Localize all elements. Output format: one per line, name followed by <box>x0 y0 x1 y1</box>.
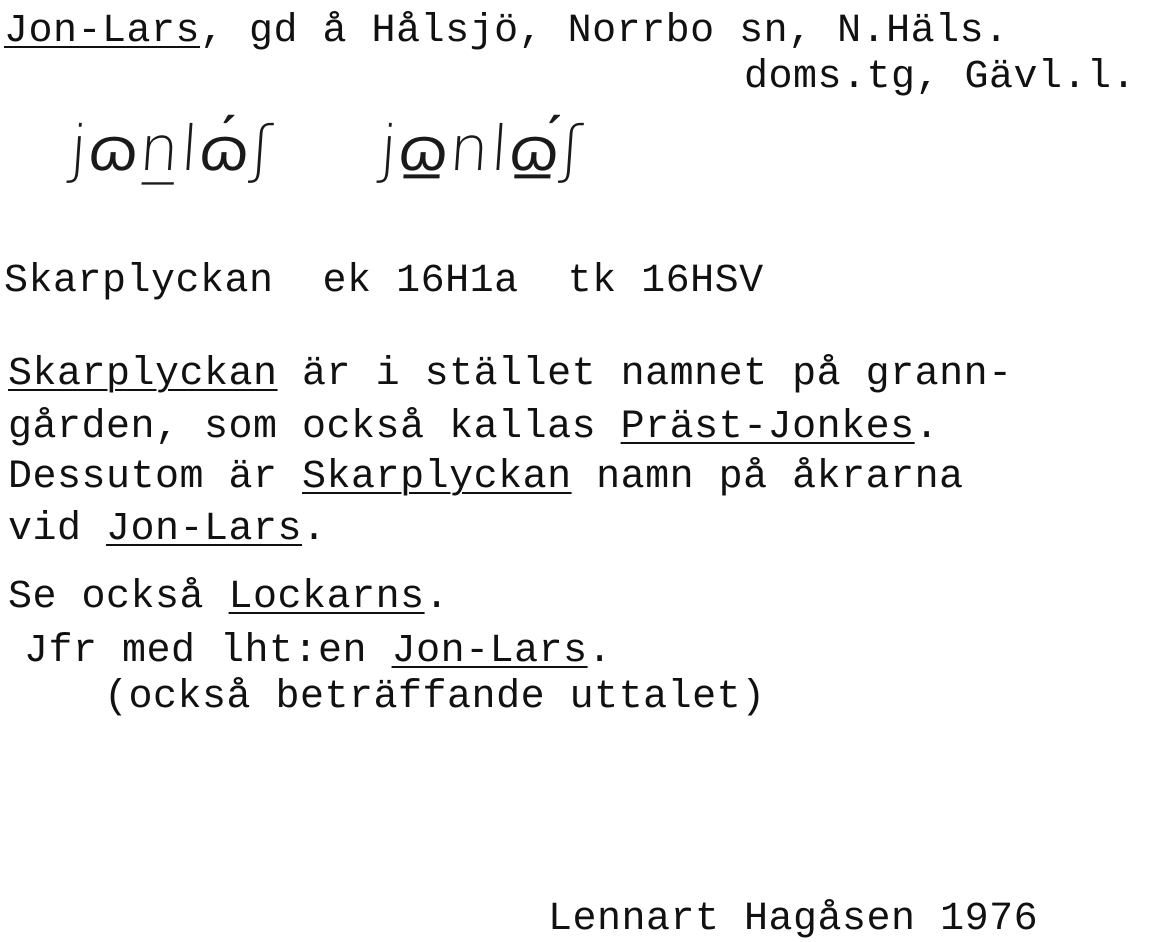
compare-text: . <box>587 629 613 674</box>
body-text: Dessutom är <box>8 455 303 500</box>
see-also-text: Se också <box>8 575 229 620</box>
headword: Jon-Lars <box>4 9 201 54</box>
phonetic-transcription-2: jɷ̲nlɷ̲́ʃ <box>377 112 586 185</box>
body-text: . <box>914 405 940 450</box>
link-jon-lars-1: Jon-Lars <box>106 507 303 552</box>
body-line-3 <box>8 455 964 500</box>
body-line-4 <box>8 507 327 552</box>
link-lockarns: Lockarns <box>228 575 425 620</box>
body-line-2 <box>8 405 940 450</box>
body-text: namn på åkrarna <box>571 455 964 500</box>
header-line-2 <box>744 55 1137 100</box>
compare-line <box>24 629 613 674</box>
map-reference: Skarplyckan ek 16H1a tk 16HSV <box>4 259 764 304</box>
link-prast-jonkes: Präst-Jonkes <box>620 405 915 450</box>
see-also-line <box>8 575 450 620</box>
link-skarplyckan-2: Skarplyckan <box>302 455 572 500</box>
body-text: gården, som också kallas <box>8 405 621 450</box>
phonetic-transcription-1: jɷn̲lɷ́ʃ <box>67 112 276 185</box>
compare-note: (också beträffande uttalet) <box>104 675 766 720</box>
header-line-1 <box>4 9 1009 54</box>
signature: Lennart Hagåsen 1976 <box>548 897 1039 942</box>
header-location: , gd å Hålsjö, Norrbo sn, N.Häls. <box>200 9 1009 54</box>
compare-text: Jfr med lht:en <box>24 629 392 674</box>
see-also-text: . <box>424 575 450 620</box>
link-skarplyckan-1: Skarplyckan <box>8 352 278 397</box>
header-court-district: doms.tg, Gävl.l. <box>744 55 1137 100</box>
body-line-1 <box>8 352 1013 397</box>
body-text: . <box>302 507 327 552</box>
link-jon-lars-2: Jon-Lars <box>391 629 588 674</box>
body-text: vid <box>8 507 107 552</box>
body-text: är i stället namnet på grann- <box>277 352 1013 397</box>
